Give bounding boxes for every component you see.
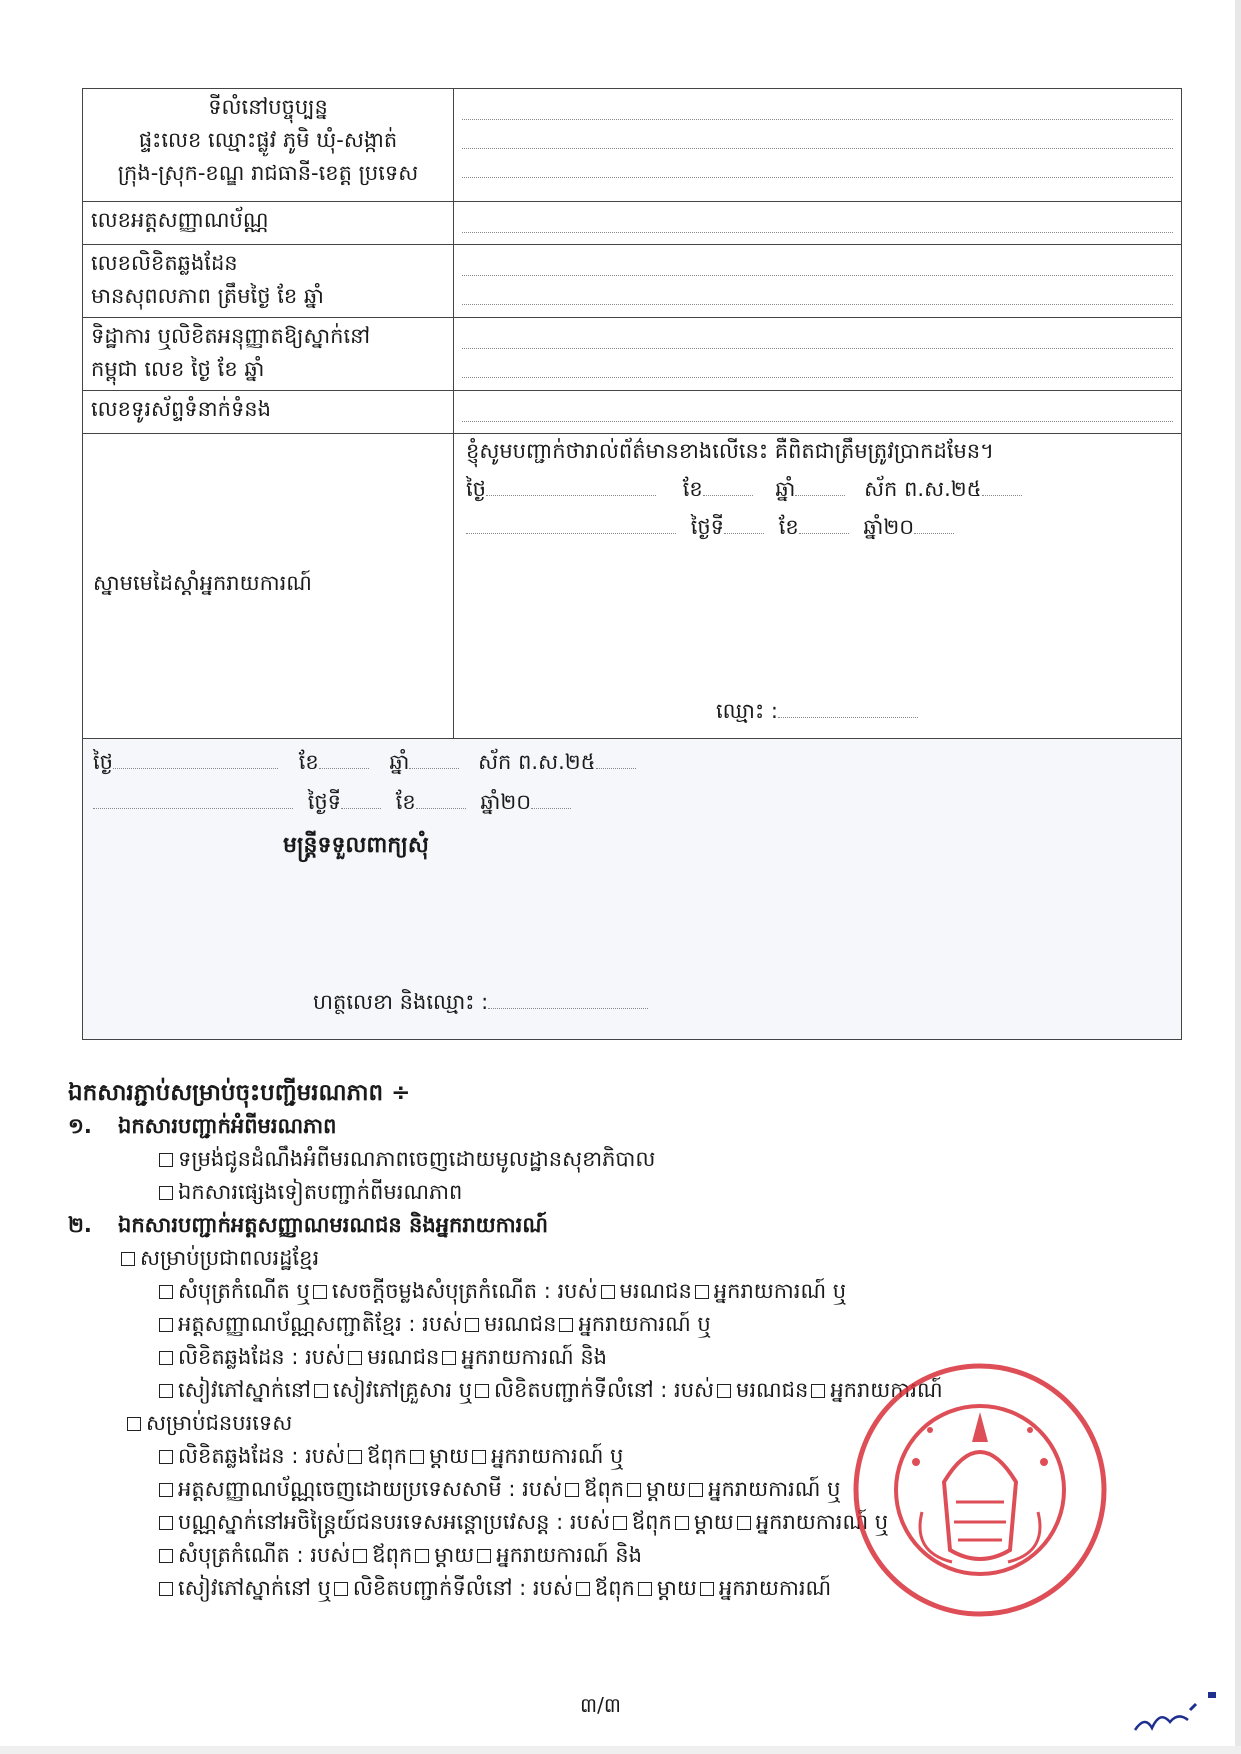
list-item: សៀវភៅស្នាក់នៅ ឬ លិខិតបញ្ជាក់ទីលំនៅ : របស់ ឪពុក ម្តាយ អ្នករាយការណ៍ (68, 1572, 1068, 1605)
id-card-dotted-line (462, 210, 1173, 233)
address-label-line-2: ផ្ទះលេខ ឈ្មោះផ្លូវ ភូមិ ឃុំ-សង្កាត់ (138, 128, 398, 152)
checkbox-icon[interactable] (737, 1516, 751, 1530)
checkbox-icon[interactable] (477, 1549, 491, 1563)
official-cell (83, 739, 1182, 1040)
checkbox-icon[interactable] (159, 1285, 173, 1299)
phone-label: លេខទូរស័ព្ទទំនាក់ទំនង (83, 391, 454, 434)
passport-label: លេខលិខិតឆ្លងដែន មានសុពលភាព ត្រឹមថ្ងៃ ខែ ឆ្នាំ (83, 245, 454, 318)
checkbox-icon[interactable] (576, 1582, 590, 1596)
checkbox-icon[interactable] (627, 1483, 641, 1497)
checkbox-icon[interactable] (717, 1384, 731, 1398)
address-field[interactable] (454, 89, 1182, 202)
id-card-label: លេខអត្តសញ្ញាណប័ណ្ណ (83, 202, 454, 245)
checkbox-icon[interactable] (159, 1153, 173, 1167)
declaration-date-line-1: ថ្ងៃ ខែ ឆ្នាំ ស័ក ព.ស.២៥ (466, 476, 1022, 507)
checkbox-icon[interactable] (601, 1285, 615, 1299)
address-row (83, 89, 1182, 202)
visa-dotted-line (462, 326, 1173, 349)
checkbox-icon[interactable] (159, 1318, 173, 1332)
phone-field[interactable] (454, 391, 1182, 434)
official-title: មន្ត្រីទទួលពាក្យសុំ (283, 833, 429, 858)
address-label-line-3: ក្រុង-ស្រុក-ខណ្ឌ រាជធានី-ខេត្ត ប្រទេស (117, 161, 419, 185)
checkbox-icon[interactable] (334, 1582, 348, 1596)
information-form (82, 88, 1182, 1040)
checkbox-icon[interactable] (159, 1186, 173, 1200)
visa-dotted-line (462, 355, 1173, 378)
official-row (83, 739, 1182, 1040)
passport-field[interactable] (454, 245, 1182, 318)
checkbox-icon[interactable] (559, 1318, 573, 1332)
checkbox-icon[interactable] (442, 1351, 456, 1365)
checkbox-icon[interactable] (638, 1582, 652, 1596)
checkbox-icon[interactable] (314, 1384, 328, 1398)
checkbox-icon[interactable] (465, 1318, 479, 1332)
declaration-row (83, 434, 1182, 739)
official-signature: ហត្ថលេខា និងឈ្មោះ : (313, 989, 648, 1020)
declaration-date-line-2: ថ្ងៃទី ខែ ឆ្នាំ២០ (466, 514, 954, 545)
bottom-edge (0, 1746, 1241, 1754)
checkbox-icon[interactable] (353, 1549, 367, 1563)
official-date-line-1: ថ្ងៃ ខែ ឆ្នាំ ស័ក ព.ស.២៥ (93, 749, 636, 780)
checkbox-icon[interactable] (159, 1516, 173, 1530)
checkbox-icon[interactable] (410, 1450, 424, 1464)
reporter-name: ឈ្មោះ : (716, 698, 918, 729)
checkbox-icon[interactable] (675, 1516, 689, 1530)
address-label-line-1: ទីលំនៅបច្ចុប្បន្ន (208, 95, 328, 119)
checkbox-icon[interactable] (127, 1417, 141, 1431)
address-dotted-line (462, 126, 1173, 149)
declaration-cell (454, 434, 1182, 739)
checkbox-icon[interactable] (811, 1384, 825, 1398)
visa-label: ទិដ្ឋាការ ឬលិខិតអនុញ្ញាតឱ្យស្នាក់នៅ កម្ពុជា លេខ ថ្ងៃ ខែ ឆ្នាំ (83, 318, 454, 391)
list-item: ទម្រង់ជូនដំណឹងអំពីមរណភាពចេញដោយមូលដ្ឋានសុខាភិបាល (68, 1143, 1068, 1176)
list-item: អត្តសញ្ញាណប័ណ្ណចេញដោយប្រទេសសាមី : របស់ ឪពុក ម្តាយ អ្នករាយការណ៍ ឬ (68, 1473, 1068, 1506)
section-1-heading: ១. ឯកសារបញ្ជាក់អំពីមរណភាព (68, 1114, 337, 1138)
thumbprint-label: ស្នាមមេដៃស្តាំអ្នករាយការណ៍ (93, 571, 312, 595)
checkbox-icon[interactable] (565, 1483, 579, 1497)
id-card-field[interactable] (454, 202, 1182, 245)
official-seal-icon (852, 1362, 1108, 1618)
declaration-text: ខ្ញុំសូមបញ្ជាក់ថារាល់ព័ត៌មានខាងលើនេះ គឺពិតជាត្រឹមត្រូវប្រាកដមែន។ (466, 439, 994, 463)
checkbox-icon[interactable] (159, 1483, 173, 1497)
checkbox-icon[interactable] (313, 1285, 327, 1299)
checkbox-icon[interactable] (415, 1549, 429, 1563)
sheet-edge (1235, 0, 1241, 1754)
list-item: លិខិតឆ្លងដែន : របស់ មរណជន អ្នករាយការណ៍ និង (68, 1341, 1068, 1374)
list-item: សំបុត្រកំណើត ឬ សេចក្តីចម្លងសំបុត្រកំណើត : របស់ មរណជន អ្នករាយការណ៍ ឬ (68, 1275, 1068, 1308)
address-dotted-line (462, 97, 1173, 120)
address-dotted-line (462, 155, 1173, 178)
checkbox-icon[interactable] (472, 1450, 486, 1464)
checkbox-icon[interactable] (159, 1450, 173, 1464)
checkbox-icon[interactable] (475, 1384, 489, 1398)
id-card-row (83, 202, 1182, 245)
address-label (83, 89, 454, 202)
page-number: ៣/៣ (580, 1693, 621, 1717)
phone-row (83, 391, 1182, 434)
list-item: ឯកសារផ្សេងទៀតបញ្ជាក់ពីមរណភាព (68, 1176, 1068, 1209)
signature-icon (1130, 1690, 1220, 1740)
visa-row (83, 318, 1182, 391)
khmer-citizen-group: សម្រាប់ប្រជាពលរដ្ឋខ្មែរ (68, 1242, 1068, 1275)
section-2-heading: ២. ឯកសារបញ្ជាក់អត្តសញ្ញាណមរណជន និងអ្នករាយការណ៍ (68, 1213, 548, 1237)
list-item: អត្តសញ្ញាណប័ណ្ណសញ្ជាតិខ្មែរ : របស់ មរណជន អ្នករាយការណ៍ ឬ (68, 1308, 1068, 1341)
foreigner-group: សម្រាប់ជនបរទេស (68, 1407, 1068, 1440)
checkbox-icon[interactable] (121, 1252, 135, 1266)
passport-dotted-line (462, 253, 1173, 276)
checkbox-icon[interactable] (159, 1549, 173, 1563)
thumbprint-cell[interactable] (83, 434, 454, 739)
checkbox-icon[interactable] (348, 1450, 362, 1464)
list-item: សៀវភៅស្នាក់នៅ សៀវភៅគ្រួសារ ឬ លិខិតបញ្ជាក់ទីលំនៅ : របស់ មរណជន អ្នករាយការណ៍ (68, 1374, 1068, 1407)
passport-dotted-line (462, 282, 1173, 305)
checkbox-icon[interactable] (159, 1351, 173, 1365)
phone-dotted-line (462, 399, 1173, 422)
list-item: លិខិតឆ្លងដែន : របស់ ឪពុក ម្តាយ អ្នករាយការណ៍ ឬ (68, 1440, 1068, 1473)
checkbox-icon[interactable] (159, 1582, 173, 1596)
checkbox-icon[interactable] (613, 1516, 627, 1530)
requirements-title: ឯកសារភ្ជាប់សម្រាប់ចុះបញ្ជីមរណភាព ÷ (68, 1080, 411, 1106)
checkbox-icon[interactable] (689, 1483, 703, 1497)
list-item: បណ្ណស្នាក់នៅអចិន្ត្រៃយ៍ជនបរទេសអន្តោប្រវេសន្ត : របស់ ឪពុក ម្តាយ អ្នករាយការណ៍ ឬ (68, 1506, 1068, 1539)
checkbox-icon[interactable] (695, 1285, 709, 1299)
official-date-line-2: ថ្ងៃទី ខែ ឆ្នាំ២០ (93, 789, 571, 820)
checkbox-icon[interactable] (348, 1351, 362, 1365)
passport-row (83, 245, 1182, 318)
list-item: សំបុត្រកំណើត : របស់ ឪពុក ម្តាយ អ្នករាយការណ៍ និង (68, 1539, 1068, 1572)
visa-field[interactable] (454, 318, 1182, 391)
checkbox-icon[interactable] (700, 1582, 714, 1596)
checkbox-icon[interactable] (159, 1384, 173, 1398)
